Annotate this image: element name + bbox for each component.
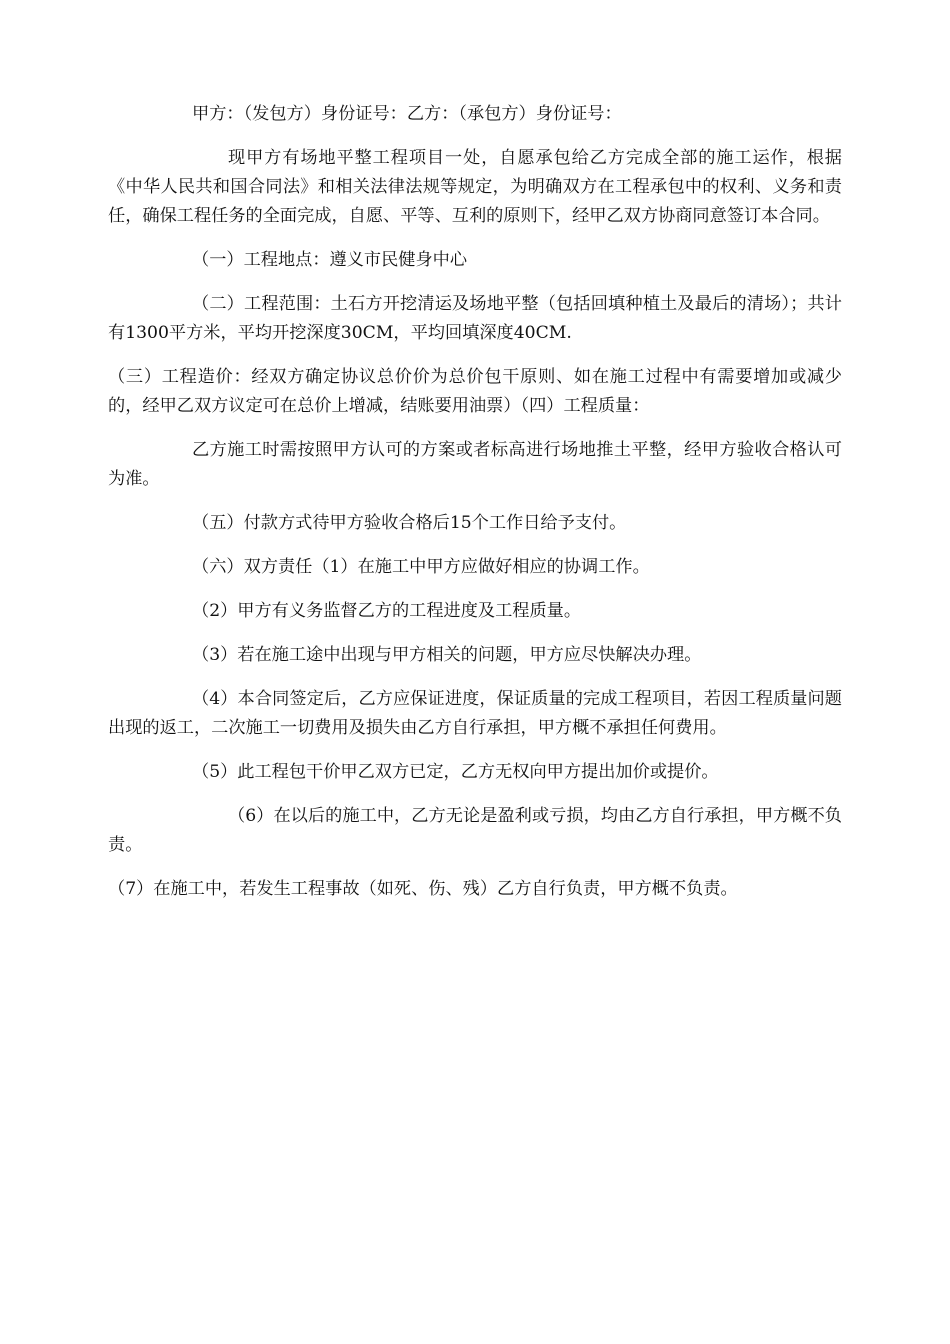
- responsibility-item-6: （6）在以后的施工中，乙方无论是盈利或亏损，均由乙方自行承担，甲方概不负责。: [108, 806, 842, 855]
- responsibility-item-7: （7）在施工中，若发生工程事故（如死、伤、残）乙方自行负责，甲方概不负责。: [108, 879, 738, 899]
- responsibility-item-2: （2）甲方有义务监督乙方的工程进度及工程质量。: [192, 601, 582, 621]
- clause-price-and-quality: （三）工程造价：经双方确定协议总价价为总价包干原则、如在施工过程中有需要增加或减少的，经甲乙双方议定可在总价上增减，结账要用油票）（四）工程质量：: [108, 367, 842, 416]
- clause-responsibilities: （六）双方责任（1）在施工中甲方应做好相应的协调工作。: [192, 557, 650, 577]
- responsibility-item-5: （5）此工程包干价甲乙双方已定，乙方无权向甲方提出加价或提价。: [192, 762, 719, 782]
- contract-body: [108, 100, 842, 919]
- clause-location: （一）工程地点：遵义市民健身中心: [192, 250, 468, 270]
- clause-payment: （五）付款方式待甲方验收合格后15个工作日给予支付。: [192, 513, 627, 533]
- responsibility-item-3: （3）若在施工途中出现与甲方相关的问题，甲方应尽快解决办理。: [192, 645, 702, 665]
- quality-description: 乙方施工时需按照甲方认可的方案或者标高进行场地推土平整，经甲方验收合格认可为准。: [108, 440, 842, 489]
- clause-scope: （二）工程范围：土石方开挖清运及场地平整（包括回填种植土及最后的清场）；共计有1300平方米，平均开挖深度30CM，平均回填深度40CM.: [108, 294, 842, 343]
- responsibility-item-4: （4）本合同签定后，乙方应保证进度，保证质量的完成工程项目，若因工程质量问题出现的返工，二次施工一切费用及损失由乙方自行承担，甲方概不承担任何费用。: [108, 689, 842, 738]
- preamble-paragraph: 现甲方有场地平整工程项目一处，自愿承包给乙方完成全部的施工运作，根据《中华人民共和国合同法》和相关法律法规等规定，为明确双方在工程承包中的权利、义务和责任，确保工程任务的全面完成，自愿、平等、互利的原则下，经甲乙双方协商同意签订本合同。: [108, 148, 842, 226]
- party-id-line: 甲方：（发包方）身份证号：乙方：（承包方）身份证号：: [192, 104, 622, 124]
